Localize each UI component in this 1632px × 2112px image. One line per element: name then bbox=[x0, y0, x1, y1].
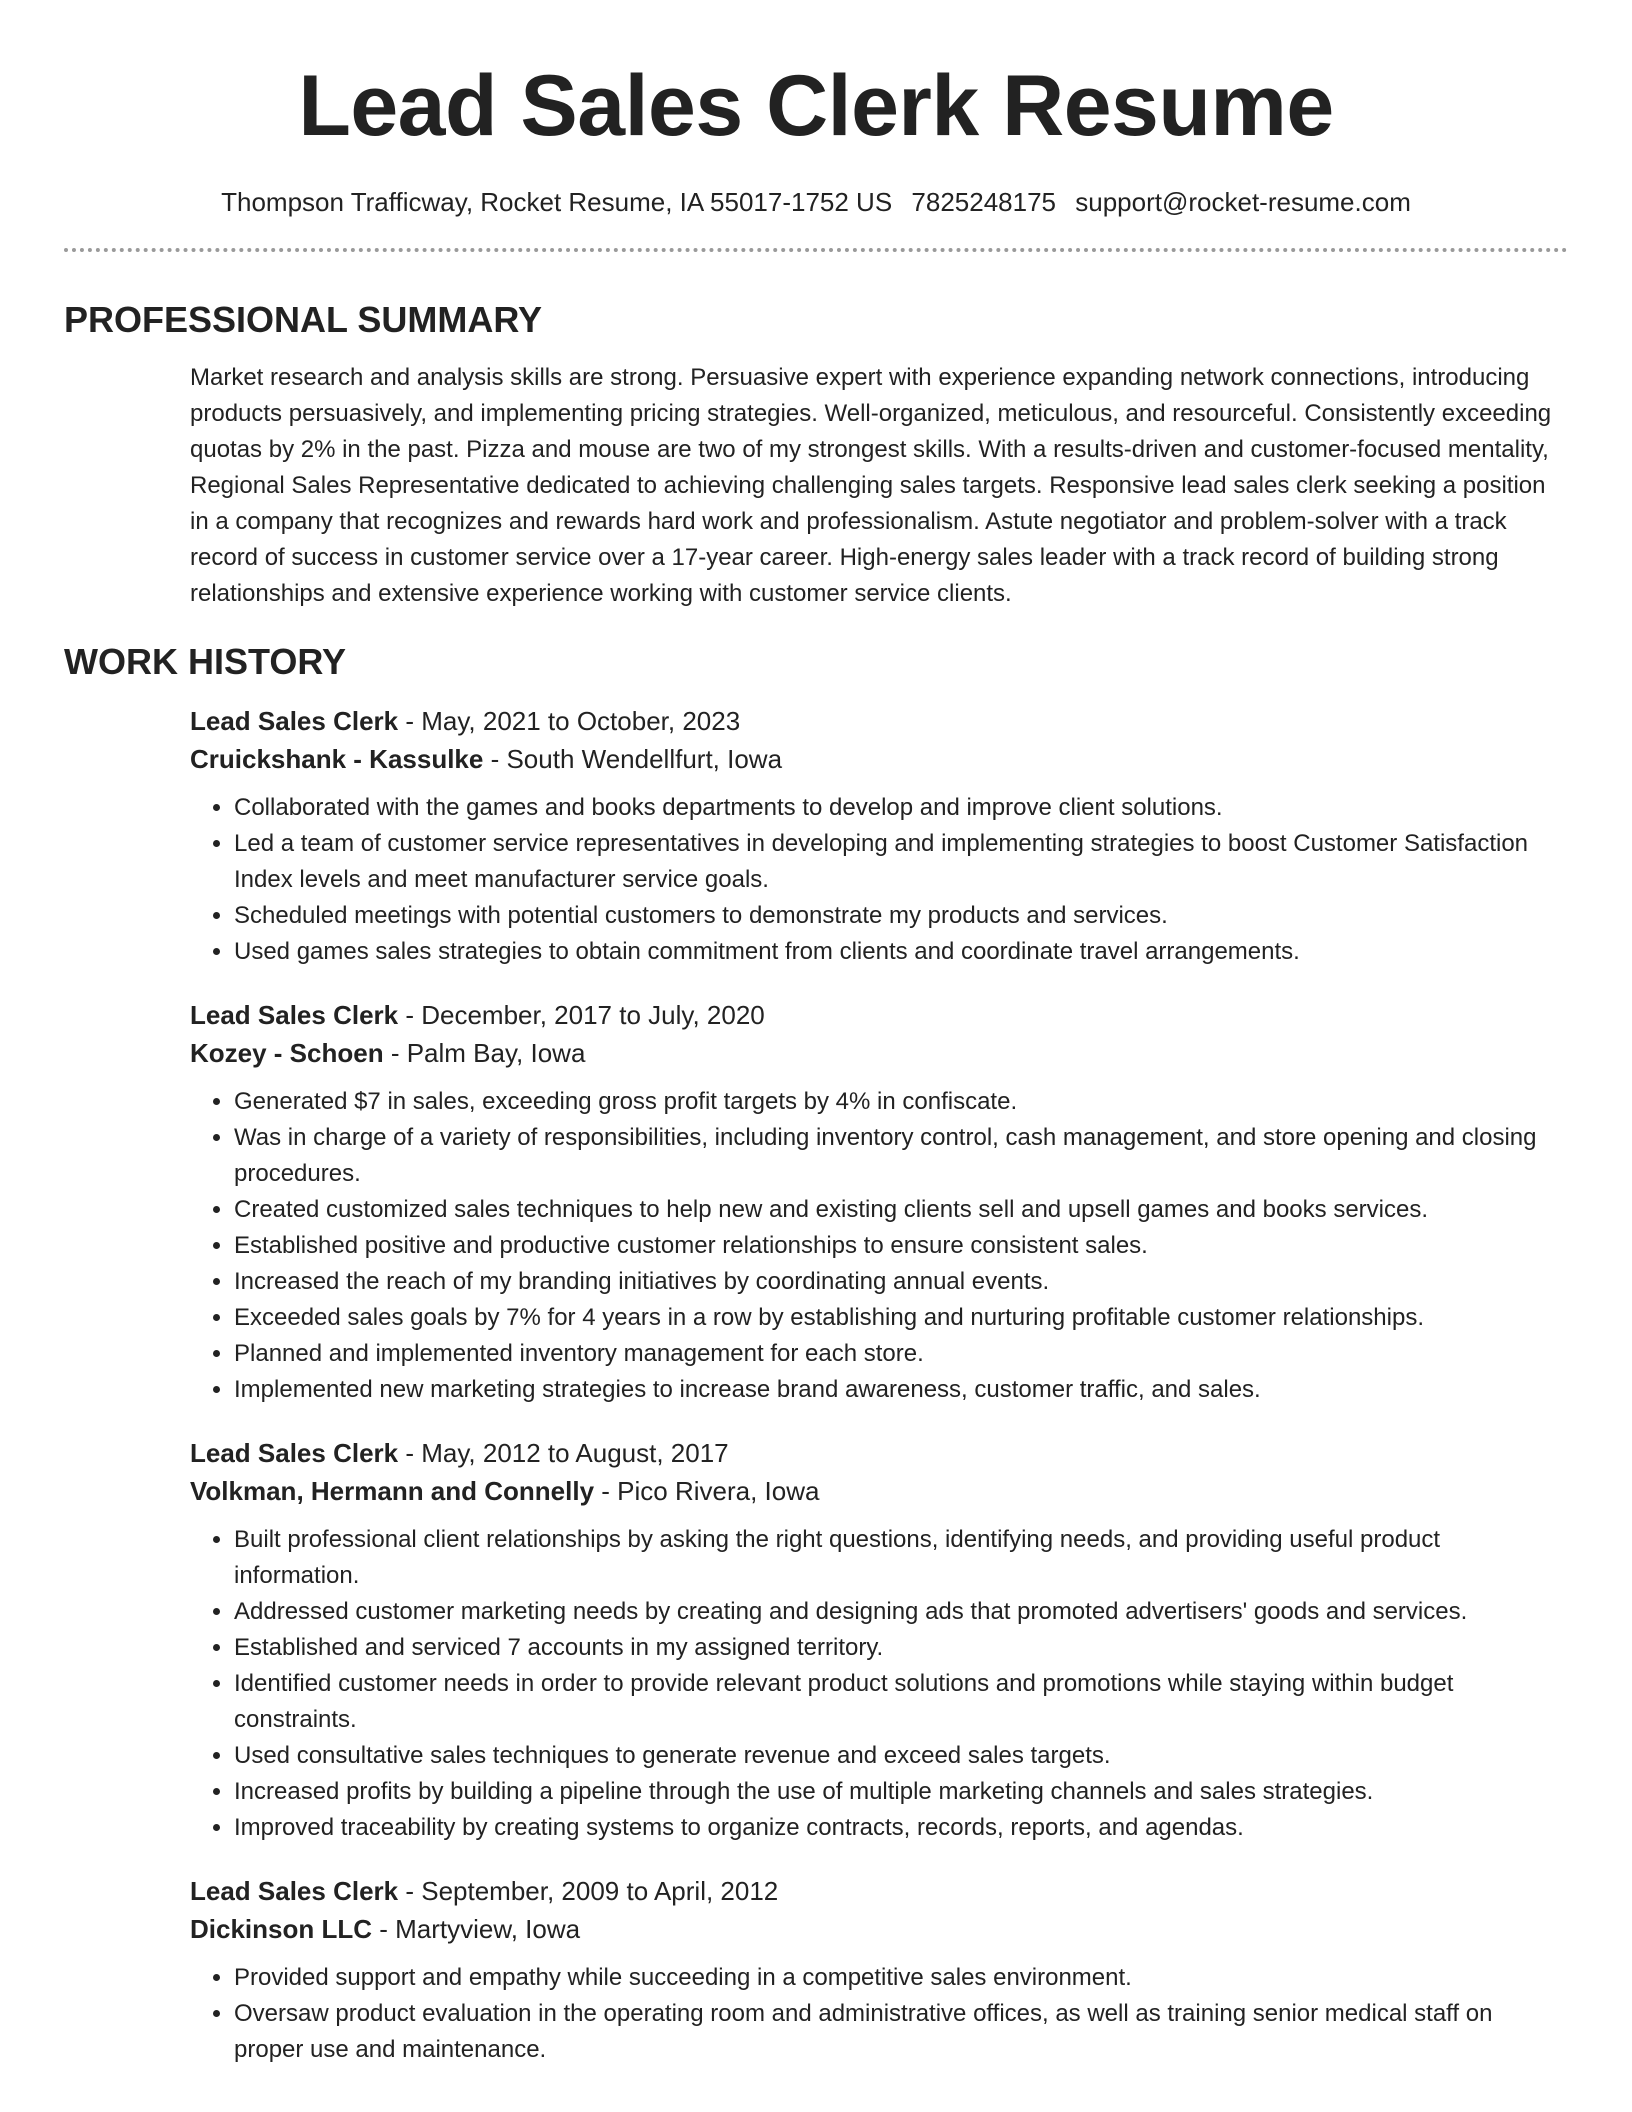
job-bullet: • Collaborated with the games and books departments to develop and improve client solutions. bbox=[234, 790, 1568, 826]
job-company-line bbox=[190, 1472, 1568, 1510]
job-company: Cruickshank - Kassulke bbox=[190, 744, 484, 774]
job-bullet: • Created customized sales techniques to help new and existing clients sell and upsell games and books services. bbox=[234, 1192, 1568, 1228]
job-title: Lead Sales Clerk bbox=[190, 1000, 399, 1030]
job-bullet: • Provided support and empathy while succeeding in a competitive sales environment. bbox=[234, 1960, 1568, 1996]
job-bullets bbox=[190, 1084, 1568, 1408]
job-bullets bbox=[190, 1522, 1568, 1846]
job-bullet: • Established positive and productive customer relationships to ensure consistent sales. bbox=[234, 1228, 1568, 1264]
job-bullet: • Exceeded sales goals by 7% for 4 years in a row by establishing and nurturing profitable customer relationships. bbox=[234, 1300, 1568, 1336]
job-company-line bbox=[190, 1034, 1568, 1072]
job-entry bbox=[190, 1434, 1568, 1846]
job-bullet: • Used games sales strategies to obtain commitment from clients and coordinate travel arrangements. bbox=[234, 934, 1568, 970]
job-company: Dickinson LLC bbox=[190, 1914, 373, 1944]
job-entry bbox=[190, 1872, 1568, 2068]
job-dates: - December, 2017 to July, 2020 bbox=[398, 1000, 765, 1030]
resume-title: Lead Sales Clerk Resume bbox=[298, 58, 1334, 154]
job-company-line bbox=[190, 1910, 1568, 1948]
contact-address: Thompson Trafficway, Rocket Resume, IA 55017-1752 US bbox=[221, 187, 893, 217]
job-bullet: • Identified customer needs in order to provide relevant product solutions and promotions while staying within budget constraints. bbox=[234, 1666, 1568, 1738]
job-bullet: • Oversaw product evaluation in the operating room and administrative offices, as well as training senior medical staff on proper use and maintenance. bbox=[234, 1996, 1568, 2068]
job-entry bbox=[190, 702, 1568, 970]
job-dates: - May, 2012 to August, 2017 bbox=[398, 1438, 729, 1468]
job-company-line bbox=[190, 740, 1568, 778]
job-bullet: • Was in charge of a variety of responsibilities, including inventory control, cash management, and store opening and closing procedures. bbox=[234, 1120, 1568, 1192]
header-divider bbox=[64, 248, 1568, 252]
job-title-line bbox=[190, 996, 1568, 1034]
job-dates: - May, 2021 to October, 2023 bbox=[398, 706, 741, 736]
summary-heading: PROFESSIONAL SUMMARY bbox=[64, 299, 543, 340]
job-bullet: • Increased profits by building a pipeline through the use of multiple marketing channels and sales strategies. bbox=[234, 1774, 1568, 1810]
job-title-line bbox=[190, 702, 1568, 740]
job-title: Lead Sales Clerk bbox=[190, 706, 399, 736]
job-entry bbox=[190, 996, 1568, 1408]
summary-text: Market research and analysis skills are strong. Persuasive expert with experience expanding network connections, introducing products persuasively, and implementing pricing strategies. Well-organized, meticulous, and resourceful. Consistently exceeding quotas by 2% in the past. Pizza and mouse are two of my strongest skills. With a results-driven and customer-focused mentality, Regional Sales Representative dedicated to achieving challenging sales targets. Responsive lead sales clerk seeking a position in a company that recognizes and rewards hard work and professionalism. Astute negotiator and problem-solver with a track record of success in customer service over a 17-year career. High-energy sales leader with a track record of building strong relationships and extensive experience working with customer service clients. bbox=[190, 364, 1552, 607]
contact-phone: 7825248175 bbox=[911, 187, 1057, 217]
job-title-line bbox=[190, 1434, 1568, 1472]
job-title: Lead Sales Clerk bbox=[190, 1438, 399, 1468]
work-history-heading: WORK HISTORY bbox=[64, 641, 347, 682]
job-title-line bbox=[190, 1872, 1568, 1910]
job-dates: - September, 2009 to April, 2012 bbox=[398, 1876, 779, 1906]
job-bullets bbox=[190, 1960, 1568, 2068]
job-bullet: • Increased the reach of my branding initiatives by coordinating annual events. bbox=[234, 1264, 1568, 1300]
contact-line bbox=[64, 184, 1568, 220]
job-bullet: • Established and serviced 7 accounts in my assigned territory. bbox=[234, 1630, 1568, 1666]
job-location: - Martyview, Iowa bbox=[372, 1914, 581, 1944]
job-bullet: • Generated $7 in sales, exceeding gross profit targets by 4% in confiscate. bbox=[234, 1084, 1568, 1120]
job-bullet: • Built professional client relationships by asking the right questions, identifying needs, and providing useful product information. bbox=[234, 1522, 1568, 1594]
job-location: - Palm Bay, Iowa bbox=[383, 1038, 586, 1068]
job-bullet: • Implemented new marketing strategies to increase brand awareness, customer traffic, and sales. bbox=[234, 1372, 1568, 1408]
job-location: - South Wendellfurt, Iowa bbox=[483, 744, 783, 774]
work-history-list bbox=[190, 702, 1568, 2068]
job-bullet: • Planned and implemented inventory management for each store. bbox=[234, 1336, 1568, 1372]
job-bullet: • Scheduled meetings with potential customers to demonstrate my products and services. bbox=[234, 898, 1568, 934]
job-company: Volkman, Hermann and Connelly bbox=[190, 1476, 595, 1506]
job-company: Kozey - Schoen bbox=[190, 1038, 384, 1068]
job-title: Lead Sales Clerk bbox=[190, 1876, 399, 1906]
job-bullets bbox=[190, 790, 1568, 970]
job-bullet: • Used consultative sales techniques to generate revenue and exceed sales targets. bbox=[234, 1738, 1568, 1774]
job-bullet: • Led a team of customer service representatives in developing and implementing strategies to boost Customer Satisfaction Index levels and meet manufacturer service goals. bbox=[234, 826, 1568, 898]
contact-email: support@rocket-resume.com bbox=[1075, 187, 1411, 217]
job-bullet: • Addressed customer marketing needs by creating and designing ads that promoted advertisers' goods and services. bbox=[234, 1594, 1568, 1630]
job-location: - Pico Rivera, Iowa bbox=[594, 1476, 820, 1506]
job-bullet: • Improved traceability by creating systems to organize contracts, records, reports, and agendas. bbox=[234, 1810, 1568, 1846]
